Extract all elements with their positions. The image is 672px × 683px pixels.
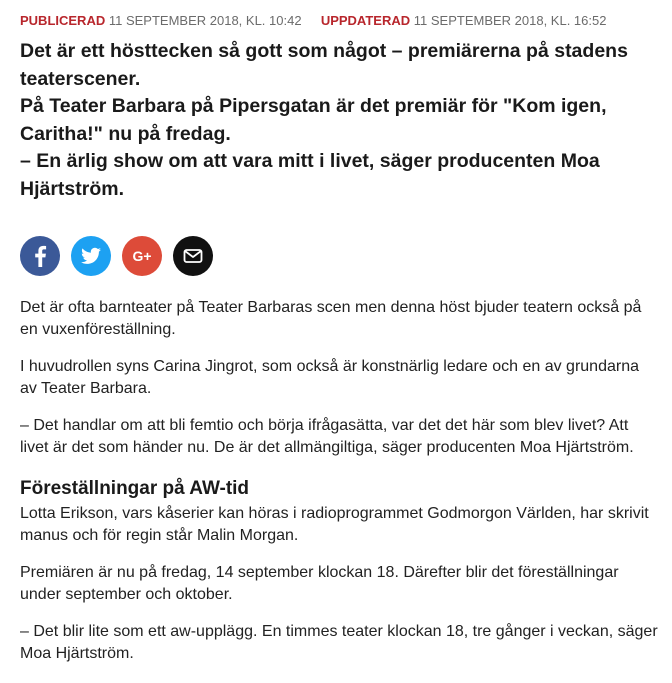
email-share-button[interactable] <box>173 236 213 276</box>
paragraph: Premiären är nu på fredag, 14 september klockan 18. Därefter blir det föreställningar under september och oktober. <box>20 564 619 603</box>
subheading: Föreställningar på AW-tid <box>20 478 250 499</box>
share-buttons <box>20 236 672 276</box>
lead-line: Det är ett hösttecken så gott som något – premiärerna på stadens teaterscener. <box>20 40 628 90</box>
lead-line: – En ärlig show om att vara mitt i livet, säger producenten Moa Hjärtström. <box>20 150 600 200</box>
google-plus-icon <box>122 236 162 276</box>
paragraph: Det är ofta barnteater på Teater Barbaras scen men denna höst bjuder teatern också på en vuxenföreställning. <box>20 299 642 338</box>
twitter-share-button[interactable] <box>71 236 111 276</box>
facebook-share-button[interactable] <box>20 236 60 276</box>
paragraph: I huvudrollen syns Carina Jingrot, som också är konstnärlig ledare och en av grundarna av Teater Barbara. <box>20 358 639 397</box>
facebook-icon <box>20 236 60 276</box>
updated-label: UPPDATERAD <box>320 13 411 28</box>
article-body <box>20 297 660 665</box>
google-plus-share-button[interactable] <box>122 236 162 276</box>
paragraph: – Det blir lite som ett aw-upplägg. En timmes teater klockan 18, tre gånger i veckan, säger Moa Hjärtström. <box>20 623 658 662</box>
published-date: 11 SEPTEMBER 2018, KL. 10:42 <box>108 13 302 28</box>
published-label: PUBLICERAD <box>20 13 106 28</box>
email-icon <box>173 236 213 276</box>
twitter-icon <box>71 236 111 276</box>
lead-line: På Teater Barbara på Pipersgatan är det premiär för "Kom igen, Caritha!" nu på fredag. <box>20 95 607 145</box>
svg-text:G+: G+ <box>132 248 152 264</box>
article-meta <box>20 12 672 30</box>
paragraph: Lotta Erikson, vars kåserier kan höras i radioprogrammet Godmorgon Världen, har skrivit manus och för regin står Malin Morgan. <box>20 505 649 544</box>
updated-date: 11 SEPTEMBER 2018, KL. 16:52 <box>413 13 607 28</box>
paragraph: – Det handlar om att bli femtio och börja ifrågasätta, var det det här som blev livet? Att livet är det som händer nu. De är det allmängiltiga, säger producenten Moa Hjärtström. <box>20 417 634 456</box>
article-lead <box>20 38 655 203</box>
